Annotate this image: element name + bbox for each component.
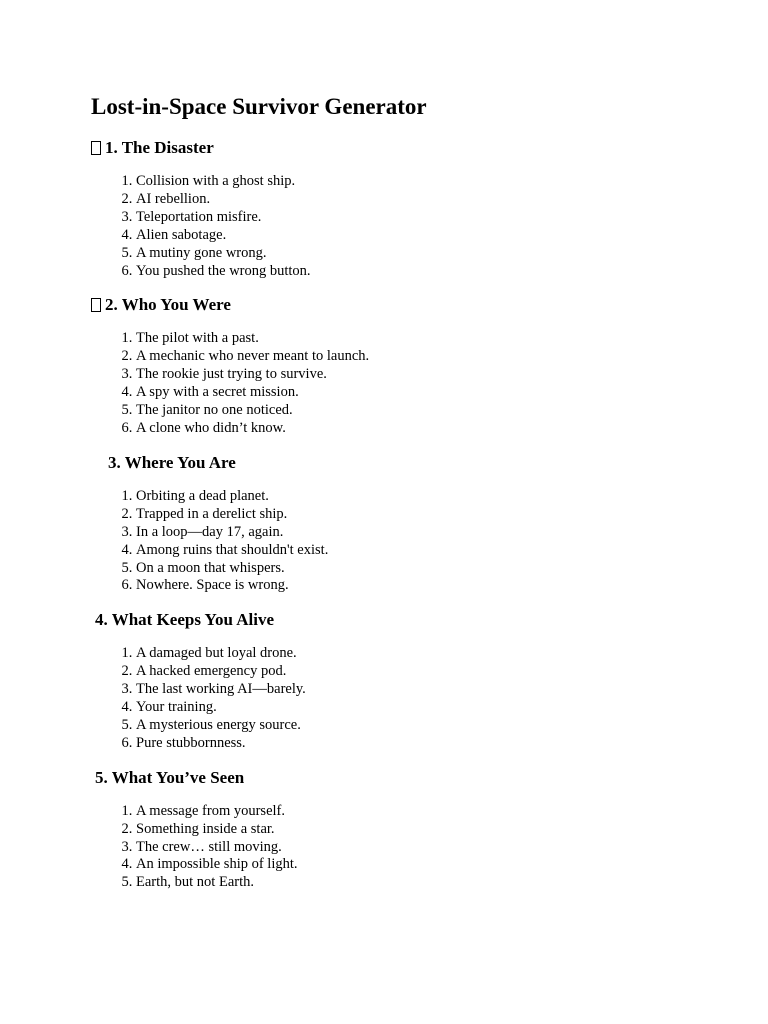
list-item: 2. A mechanic who never meant to launch. — [136, 348, 711, 366]
list-item: 5. A mysterious energy source. — [136, 717, 711, 735]
list-item: 1. A damaged but loyal drone. — [136, 645, 711, 663]
section-disaster — [91, 137, 711, 280]
list-item: 3. The last working AI—barely. — [136, 681, 711, 699]
list-item: 6. Nowhere. Space is wrong. — [136, 577, 711, 595]
page-title: Lost-in-Space Survivor Generator — [91, 94, 427, 119]
document-page — [91, 93, 711, 906]
section-list — [91, 803, 711, 893]
list-item: 2. AI rebellion. — [136, 191, 711, 209]
section-heading — [91, 137, 711, 159]
section-heading-text: 2. Who You Were — [105, 295, 231, 315]
section-heading — [91, 452, 711, 474]
list-item: 4. Among ruins that shouldn't exist. — [136, 542, 711, 560]
section-list — [91, 173, 711, 280]
section-heading-text: 3. Where You Are — [108, 452, 236, 472]
missing-glyph-icon — [91, 141, 101, 155]
section-heading-text: 4. What Keeps You Alive — [95, 610, 274, 630]
list-item: 4. A spy with a secret mission. — [136, 384, 711, 402]
section-list — [91, 488, 711, 595]
list-item: 4. Alien sabotage. — [136, 227, 711, 245]
list-item: 2. Trapped in a derelict ship. — [136, 506, 711, 524]
section-who-you-were — [91, 294, 711, 437]
section-heading — [91, 767, 711, 789]
list-item: 6. You pushed the wrong button. — [136, 263, 711, 281]
list-item: 6. A clone who didn’t know. — [136, 420, 711, 438]
list-item: 5. A mutiny gone wrong. — [136, 245, 711, 263]
list-item: 3. The crew… still moving. — [136, 839, 711, 857]
list-item: 3. Teleportation misfire. — [136, 209, 711, 227]
missing-glyph-icon — [91, 298, 101, 312]
section-heading — [91, 609, 711, 631]
section-heading-text: 1. The Disaster — [105, 138, 214, 157]
list-item: 3. In a loop—day 17, again. — [136, 524, 711, 542]
list-item: 3. The rookie just trying to survive. — [136, 366, 711, 384]
list-item: 6. Pure stubbornness. — [136, 735, 711, 753]
list-item: 5. The janitor no one noticed. — [136, 402, 711, 420]
section-what-youve-seen — [91, 767, 711, 893]
list-item: 1. The pilot with a past. — [136, 330, 711, 348]
list-item: 2. Something inside a star. — [136, 821, 711, 839]
list-item: 5. Earth, but not Earth. — [136, 874, 711, 892]
list-item: 5. On a moon that whispers. — [136, 560, 711, 578]
section-heading-text: 5. What You’ve Seen — [95, 767, 245, 787]
section-list — [91, 330, 711, 437]
section-list — [91, 645, 711, 752]
list-item: 1. Orbiting a dead planet. — [136, 488, 711, 506]
list-item: 2. A hacked emergency pod. — [136, 663, 711, 681]
list-item: 4. Your training. — [136, 699, 711, 717]
list-item: 1. A message from yourself. — [136, 803, 711, 821]
section-what-keeps-you-alive — [91, 609, 711, 752]
section-where-you-are — [91, 452, 711, 595]
list-item: 1. Collision with a ghost ship. — [136, 173, 711, 191]
section-heading — [91, 294, 711, 316]
list-item: 4. An impossible ship of light. — [136, 856, 711, 874]
